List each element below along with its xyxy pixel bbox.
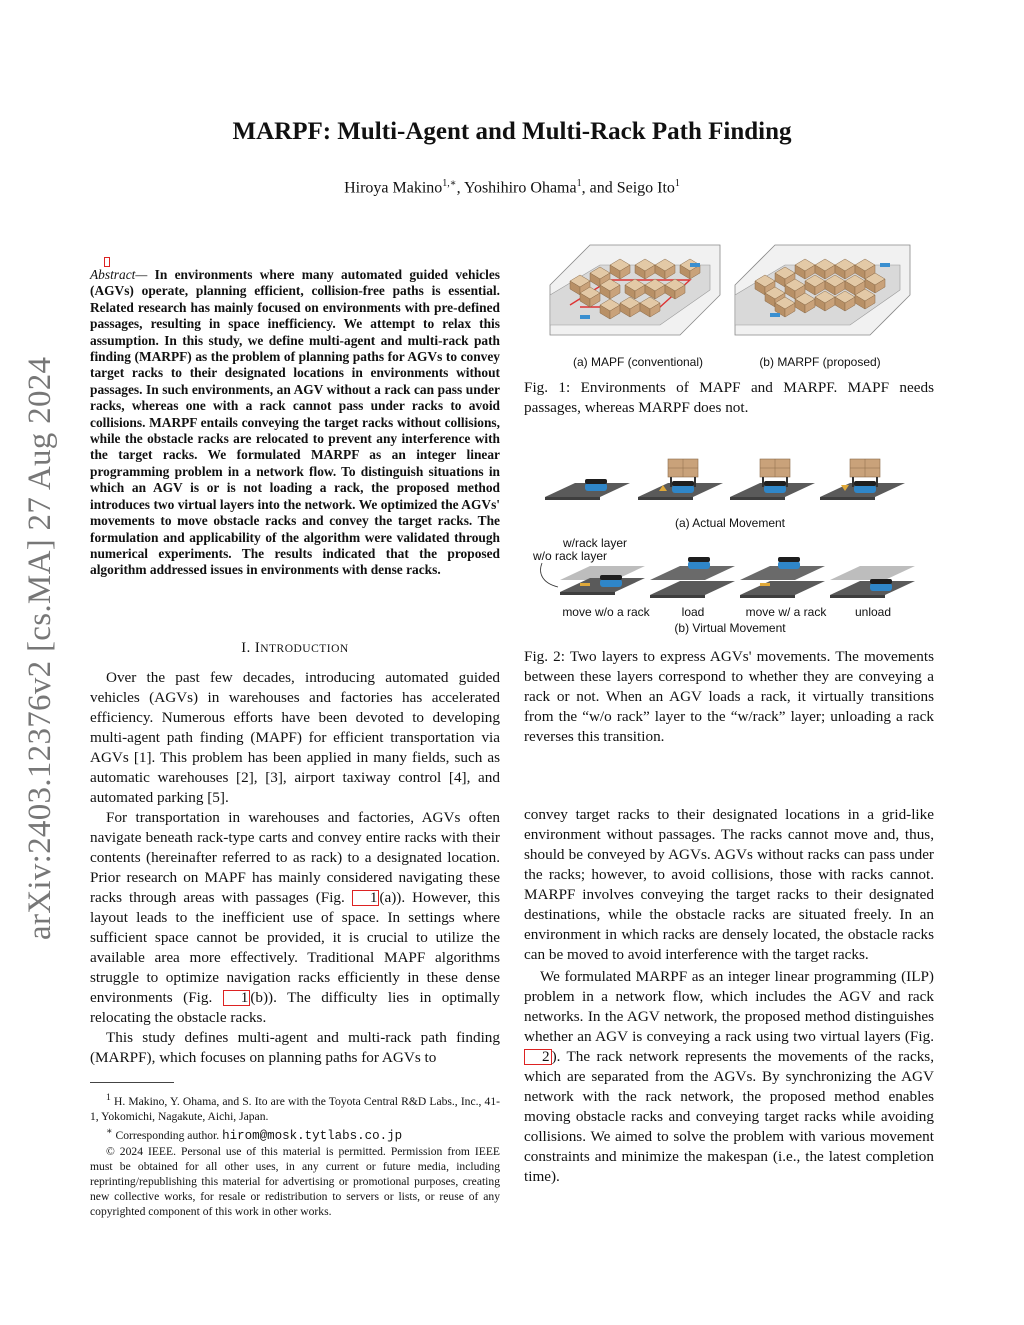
author-list: Hiroya Makino$^{1,∗}$, Yoshihiro Ohama$^1$, and Seigo Ito$^1$ <box>344 178 680 197</box>
figure-1-caption: Fig. 1: Environments of MAPF and MARPF. MAPF needs passages, whereas MARPF does not. <box>524 379 934 416</box>
virtual-movement-row <box>560 557 915 598</box>
step-label: move w/o a rack <box>562 605 650 619</box>
intro-left-column <box>90 668 500 1068</box>
paragraph: convey target racks to their designated locations in a grid-like environment without passages. The racks cannot move and, thus, should be conveyed by AGVs. AGVs without racks can pass under the racks; however, to avoid collisions, those with racks cannot. MARPF involves conveying the target racks to their designated destinations, while the obstacle racks are situated freely. In an environment in which racks are densely located, the obstacle racks can be moved to avoid interference with the target racks. <box>524 806 934 963</box>
figure-2b-label: (b) Virtual Movement <box>674 621 786 635</box>
figure-ref-link[interactable]: 2 <box>524 1049 552 1065</box>
intro-right-column <box>524 805 934 1187</box>
footnote-corresponding: ∗ Corresponding author. hirom@mosk.tytlabs.co.jp <box>106 1125 403 1143</box>
paragraph: This study defines multi-agent and multi-rack path finding (MARPF), which focuses on planning paths for AGVs to <box>90 1029 500 1066</box>
mapf-warehouse-scene <box>550 245 720 335</box>
author-affiliation: 1,∗ <box>442 178 457 189</box>
footnote-affiliation: $^1$ H. Makino, Y. Ohama, and S. Ito are with the Toyota Central R&D Labs., Inc., 41-1, Yokomichi, Nagakute, Aichi, Japan. <box>90 1092 500 1123</box>
actual-movement-row <box>545 459 905 500</box>
link-marker[interactable] <box>104 257 110 267</box>
author-name: Hiroya Makino <box>344 179 443 197</box>
paper-title: MARPF: Multi-Agent and Multi-Rack Path Finding <box>232 118 792 145</box>
figure-2a-label: (a) Actual Movement <box>674 516 786 530</box>
abstract: Abstract— In environments where many automated guided vehicles (AGVs) operate, planning efficient, collision-free paths is essential. Related research has mainly focused on environments with pre-defined passages, resulting in space inefficiency. We attempt to relax this assumption. In this study, we define multi-agent and multi-rack path finding (MARPF) as the problem of planning paths for AGVs to convey target racks to their designated locations in environments without passages. In such environments, an AGV without a rack can pass under racks, whereas one with a rack cannot pass under racks to avoid collisions. MARPF entails conveying the target racks without collisions, while the obstacle racks are relocated to prevent any interference with the target racks. We formulated MARPF as an integer linear programming problem in a network flow. To distinguish situations in which an AGV is or is not loading a rack, the proposed method introduces two virtual layers into the network. We optimized the AGVs' movements to move obstacle racks and convey the target racks. The formulation and applicability of the algorithm were validated through numerical experiments. The results indicated that the proposed algorithm addressed issues in environments with dense racks. <box>90 267 500 578</box>
layer-label-norack: w/o rack layer <box>532 549 608 563</box>
step-label: load <box>681 605 705 619</box>
footnotes <box>90 1090 500 1219</box>
email-link[interactable]: hirom@mosk.tytlabs.co.jp <box>222 1128 403 1143</box>
step-label: unload <box>854 605 892 619</box>
author-affiliation: 1 <box>576 178 582 189</box>
figure-1b-label: (b) MARPF (proposed) <box>759 355 881 369</box>
paragraph: For transportation in warehouses and factories, AGVs often navigate beneath rack-type carts and convey entire racks with their contents (hereinafter referred to as rack) to a designated location. Prior research on MAPF has mainly considered navigating these racks through areas with passages (Fig. 1 (a)). However, this layout leads to the inefficient use of space. In settings where sufficient space cannot be provided, it is crucial to utilize the available area more effectively. Traditional MAPF algorithms struggle to optimize navigation racks efficiently in these dense environments (Fig. 1 (b)). The difficulty lies in optimally relocating the obstacle racks. <box>90 809 500 1026</box>
figure-ref-link[interactable]: 1 <box>352 890 380 906</box>
copyright-notice: © 2024 IEEE. Personal use of this material is permitted. Permission from IEEE must be obtained for all other uses, in any current or future media, including reprinting/republishing this material for advertising or promotional purposes, creating new collective works, for resale or redistribution to servers or lists, or reuse of any copyrighted component of this work in other works. <box>90 1144 500 1218</box>
arxiv-identifier: arXiv:2403.12376v2 [cs.MA] 27 Aug 2024 <box>22 356 58 940</box>
author-affiliation: 1 <box>674 178 680 189</box>
figure-2-caption: Fig. 2: Two layers to express AGVs' movements. The movements between these layers correspond to whether they are conveying a rack or not. When an AGV loads a rack, it virtually transitions from the “w/o rack” layer to the “w/rack” layer; unloading a rack reverses this transition. <box>524 648 934 745</box>
paragraph: We formulated MARPF as an integer linear programming (ILP) problem in a network flow, which includes the AGV and rack networks. In the AGV network, the proposed method distinguishes whether an AGV is conveying a rack using two virtual layers (Fig. 2 ). The rack network represents the movements of the racks, which are separated from the AGVs. By synchronizing the AGV network with the rack network, the proposed method enables moving obstacle racks and conveying target racks while avoiding collisions. We aimed to solve the problem with various movement constraints and minimize the makespan (i.e., the latest completion time). <box>524 968 934 1185</box>
paragraph: Over the past few decades, introducing automated guided vehicles (AGVs) in warehouses and factories has accelerated efficiency. Numerous efforts have been devoted to developing multi-agent path finding (MAPF) for efficient transportation via AGVs [1]. This problem has been applied in many fields, such as automatic warehouses [2], [3], airport taxiway control [4], and automated parking [5]. <box>90 669 500 806</box>
figure-ref-link[interactable]: 1 <box>223 990 251 1006</box>
figure-1a-label: (a) MAPF (conventional) <box>572 355 704 369</box>
abstract-label: Abstract <box>90 267 136 282</box>
figure-1-illustration <box>540 235 920 375</box>
author-name: Yoshihiro Ohama <box>463 179 577 197</box>
layer-label-rack: w/rack layer <box>562 536 628 550</box>
step-label: move w/ a rack <box>745 605 827 619</box>
footnote-rule <box>90 1082 174 1083</box>
abstract-text: In environments where many automated guided vehicles (AGVs) operate, planning efficient, collision-free paths is essential. Related research has mainly focused on environments with pre-defined passages, resulting in space inefficiency. We attempt to relax this assumption. In this study, we define multi-agent and multi-rack path finding (MARPF) as the problem of planning paths for AGVs to convey target racks to their designated locations in environments without passages. In such environments, an AGV without a rack can pass under racks, whereas one with a rack cannot pass under racks to avoid collisions. MARPF entails conveying the target racks without collisions, while the obstacle racks are relocated to prevent any interference with the target racks. We formulated MARPF as an integer linear programming problem in a network flow. To distinguish situations in which an AGV is or is not loading a rack, the proposed method introduces two virtual layers into the network. We optimized the AGVs' movements to move obstacle racks and convey the target racks. The formulation and applicability of the algorithm were validated through numerical experiments. The results indicated that the proposed algorithm addressed issues in environments with dense racks. <box>90 267 500 578</box>
marpf-warehouse-scene <box>735 245 910 335</box>
section-heading-introduction: I. INTRODUCTION <box>241 640 349 656</box>
figure-2-illustration <box>520 455 940 640</box>
author-name: Seigo Ito <box>616 179 675 197</box>
